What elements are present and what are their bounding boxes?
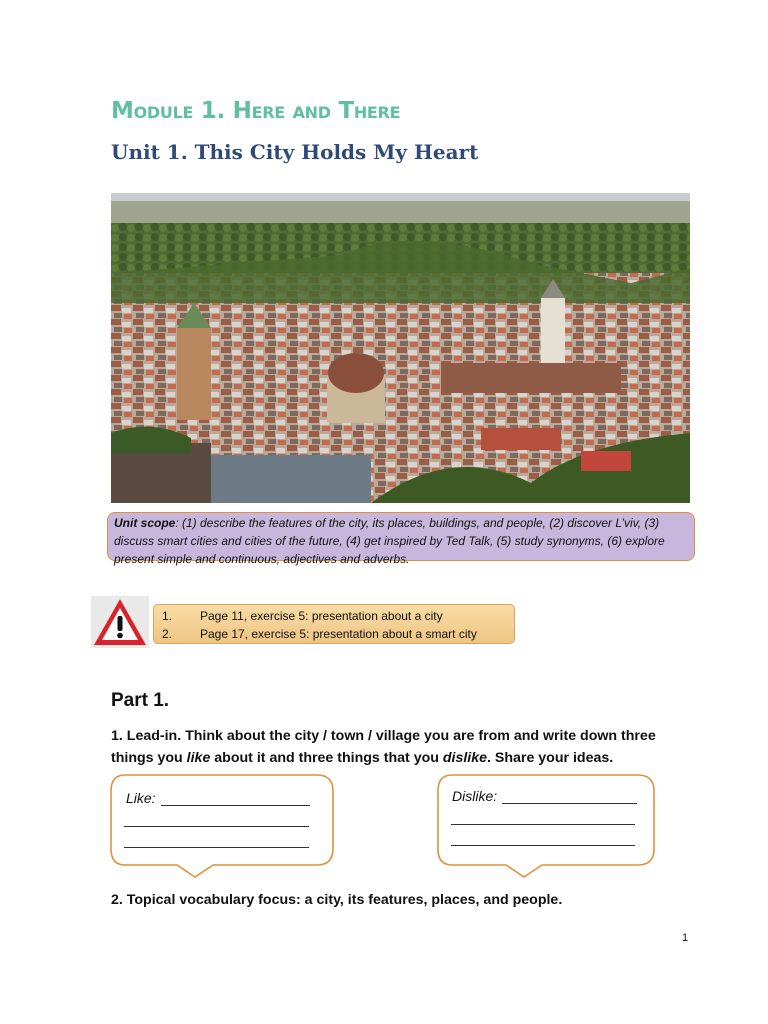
leadin-instruction [111, 725, 701, 769]
unit-title: Unit 1. This City Holds My Heart [111, 140, 479, 164]
presentation-tasks-box [153, 604, 515, 644]
module-title: Module 1. Here and There [111, 98, 401, 124]
leadin-text-b: about it and three things that you [210, 750, 443, 766]
task-text: Page 17, exercise 5: presentation about a smart city [200, 627, 477, 641]
dislike-answer-line[interactable] [502, 803, 637, 804]
task-item [154, 607, 514, 625]
part-title: Part 1. [111, 690, 170, 711]
dislike-label: Dislike: [452, 788, 498, 804]
leadin-text-a: 1. Lead-in. Think about the city / town / village you are from and write down three things you [111, 728, 656, 766]
like-label: Like: [126, 790, 156, 806]
like-answer-line[interactable] [124, 826, 309, 827]
task-number: 1. [162, 609, 173, 623]
warning-triangle-icon [91, 596, 149, 648]
dislike-answer-line[interactable] [451, 824, 635, 825]
like-answer-line[interactable] [161, 805, 310, 806]
dislike-answer-line[interactable] [451, 845, 635, 846]
vocab-heading: 2. Topical vocabulary focus: a city, its features, places, and people. [111, 892, 563, 908]
task-item [154, 625, 514, 643]
leadin-text-c: . Share your ideas. [487, 750, 614, 766]
page-number: 1 [682, 932, 689, 944]
leadin-dislike: dislike [442, 750, 488, 766]
unit-scope-label: Unit scope [114, 516, 176, 530]
leadin-like: like [186, 750, 211, 766]
task-number: 2. [162, 627, 173, 641]
city-panorama-image [111, 193, 690, 503]
like-answer-line[interactable] [124, 847, 309, 848]
unit-scope-text: : (1) describe the features of the city, its places, buildings, and people, (2) discover L’viv, (3) discuss smart cities and cities of the future, (4) get inspired by Ted Talk, (5) study synonyms, (6) explore present simple and continuous, adjectives and adverbs. [114, 516, 665, 566]
unit-scope-box [107, 512, 695, 566]
task-text: Page 11, exercise 5: presentation about a city [200, 609, 443, 623]
